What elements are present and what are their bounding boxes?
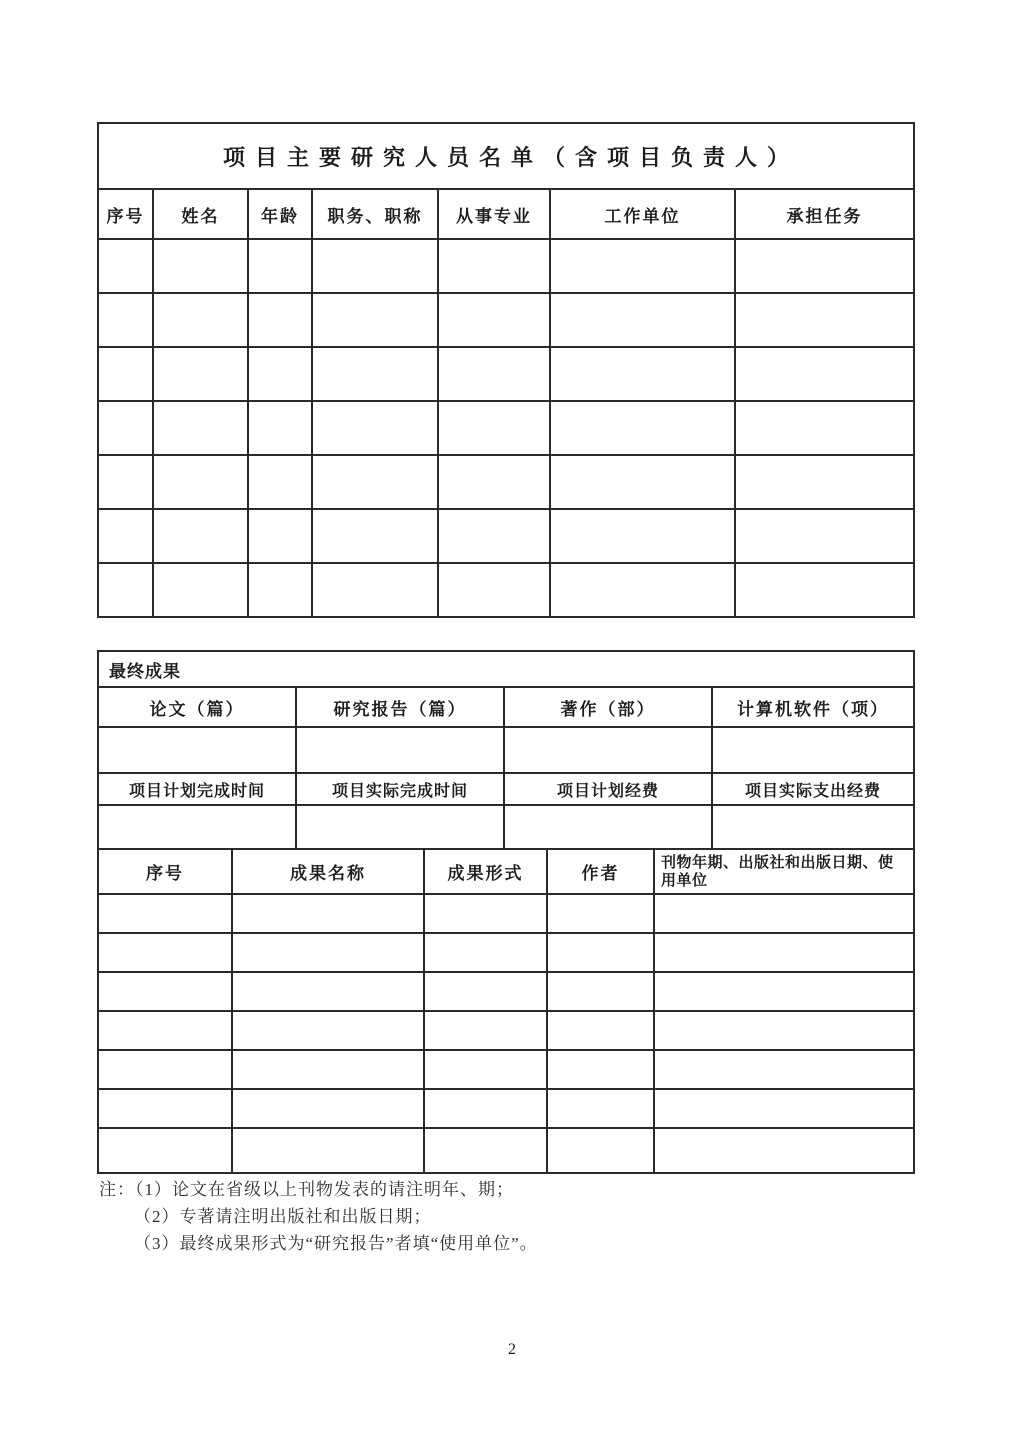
- empty-cell: [312, 347, 438, 401]
- empty-cell: [438, 455, 550, 509]
- empty-cell: [153, 509, 248, 563]
- empty-cell: [312, 509, 438, 563]
- empty-cell: [424, 894, 547, 933]
- empty-cell: [712, 805, 914, 849]
- note-label: 注：: [99, 1180, 135, 1199]
- empty-cell: [98, 239, 153, 293]
- empty-cell: [504, 727, 712, 773]
- empty-cell: [654, 1089, 914, 1128]
- empty-cell: [735, 293, 914, 347]
- column-header-reports: 研究报告（篇）: [296, 687, 504, 727]
- empty-cell: [424, 1128, 547, 1173]
- empty-cell: [438, 509, 550, 563]
- empty-cell: [296, 727, 504, 773]
- empty-cell: [550, 563, 735, 617]
- note-line: [99, 1176, 799, 1203]
- empty-cell: [424, 972, 547, 1011]
- empty-cell: [438, 401, 550, 455]
- final-results-table: [97, 650, 915, 1174]
- researchers-empty-row: [98, 293, 914, 347]
- empty-cell: [547, 933, 654, 972]
- empty-cell: [312, 239, 438, 293]
- empty-cell: [735, 509, 914, 563]
- empty-cell: [248, 401, 312, 455]
- empty-cell: [654, 933, 914, 972]
- empty-cell: [98, 293, 153, 347]
- researchers-header-row: [98, 189, 914, 239]
- results-empty-row: [98, 1011, 914, 1050]
- column-header-author: 作者: [547, 849, 654, 894]
- empty-cell: [232, 972, 424, 1011]
- empty-cell: [654, 894, 914, 933]
- note-text: （1）论文在省级以上刊物发表的请注明年、期；: [135, 1180, 514, 1199]
- results-plan-header-row: [98, 773, 914, 805]
- empty-cell: [504, 805, 712, 849]
- column-header-result-name: 成果名称: [232, 849, 424, 894]
- empty-cell: [98, 933, 232, 972]
- researchers-empty-row: [98, 347, 914, 401]
- empty-cell: [296, 805, 504, 849]
- results-type-empty-row: [98, 727, 914, 773]
- empty-cell: [98, 401, 153, 455]
- column-header-papers: 论文（篇）: [98, 687, 296, 727]
- empty-cell: [550, 509, 735, 563]
- column-header-software: 计算机软件（项）: [712, 687, 914, 727]
- empty-cell: [232, 1089, 424, 1128]
- results-empty-row: [98, 933, 914, 972]
- empty-cell: [98, 563, 153, 617]
- researchers-title-row: [98, 123, 914, 189]
- empty-cell: [232, 894, 424, 933]
- page-number: 2: [508, 1341, 516, 1358]
- empty-cell: [98, 894, 232, 933]
- empty-cell: [153, 455, 248, 509]
- researchers-empty-row: [98, 239, 914, 293]
- note-line: （3）最终成果形式为“研究报告”者填“使用单位”。: [134, 1234, 538, 1253]
- empty-cell: [547, 1089, 654, 1128]
- empty-cell: [232, 933, 424, 972]
- empty-cell: [98, 1050, 232, 1089]
- empty-cell: [424, 933, 547, 972]
- researchers-empty-row: [98, 455, 914, 509]
- results-empty-row: [98, 972, 914, 1011]
- results-empty-row: [98, 894, 914, 933]
- empty-cell: [153, 239, 248, 293]
- empty-cell: [248, 239, 312, 293]
- column-header-result-serial: 序号: [98, 849, 232, 894]
- empty-cell: [98, 1089, 232, 1128]
- empty-cell: [735, 401, 914, 455]
- empty-cell: [312, 563, 438, 617]
- empty-cell: [153, 293, 248, 347]
- empty-cell: [98, 509, 153, 563]
- empty-cell: [547, 1050, 654, 1089]
- empty-cell: [550, 347, 735, 401]
- empty-cell: [312, 401, 438, 455]
- researchers-empty-row: [98, 401, 914, 455]
- results-plan-empty-row: [98, 805, 914, 849]
- column-header-actual-expenditure: 项目实际支出经费: [712, 773, 914, 805]
- researchers-table-title: 项目主要研究人员名单（含项目负责人）: [98, 123, 914, 189]
- empty-cell: [654, 1050, 914, 1089]
- empty-cell: [712, 727, 914, 773]
- column-header-name: 姓名: [153, 189, 248, 239]
- empty-cell: [735, 239, 914, 293]
- empty-cell: [232, 1011, 424, 1050]
- results-empty-row: [98, 1050, 914, 1089]
- empty-cell: [248, 509, 312, 563]
- column-header-books: 著作（部）: [504, 687, 712, 727]
- empty-cell: [232, 1128, 424, 1173]
- empty-cell: [153, 347, 248, 401]
- results-section-label-row: [98, 651, 914, 687]
- column-header-result-form: 成果形式: [424, 849, 547, 894]
- empty-cell: [98, 972, 232, 1011]
- column-header-work-unit: 工作单位: [550, 189, 735, 239]
- empty-cell: [438, 239, 550, 293]
- empty-cell: [98, 347, 153, 401]
- empty-cell: [153, 401, 248, 455]
- empty-cell: [547, 972, 654, 1011]
- empty-cell: [248, 347, 312, 401]
- empty-cell: [98, 455, 153, 509]
- empty-cell: [232, 1050, 424, 1089]
- empty-cell: [735, 563, 914, 617]
- results-empty-row: [98, 1128, 914, 1173]
- empty-cell: [438, 347, 550, 401]
- notes: [99, 1176, 799, 1257]
- empty-cell: [550, 455, 735, 509]
- empty-cell: [654, 972, 914, 1011]
- column-header-age: 年龄: [248, 189, 312, 239]
- empty-cell: [98, 1128, 232, 1173]
- column-header-publication-info: 刊物年期、出版社和出版日期、使用单位: [654, 849, 914, 894]
- empty-cell: [438, 563, 550, 617]
- empty-cell: [248, 563, 312, 617]
- empty-cell: [424, 1011, 547, 1050]
- results-detail-header-row: [98, 849, 914, 894]
- researchers-empty-row: [98, 563, 914, 617]
- empty-cell: [98, 805, 296, 849]
- empty-cell: [550, 239, 735, 293]
- empty-cell: [654, 1011, 914, 1050]
- column-header-planned-completion: 项目计划完成时间: [98, 773, 296, 805]
- empty-cell: [312, 455, 438, 509]
- empty-cell: [248, 455, 312, 509]
- empty-cell: [312, 293, 438, 347]
- column-header-actual-completion: 项目实际完成时间: [296, 773, 504, 805]
- empty-cell: [735, 347, 914, 401]
- column-header-position-title: 职务、职称: [312, 189, 438, 239]
- results-section-label: 最终成果: [98, 651, 914, 687]
- researchers-empty-row: [98, 509, 914, 563]
- column-header-task: 承担任务: [735, 189, 914, 239]
- results-empty-row: [98, 1089, 914, 1128]
- empty-cell: [438, 293, 550, 347]
- note-line: （2）专著请注明出版社和出版日期；: [134, 1207, 432, 1226]
- empty-cell: [424, 1089, 547, 1128]
- empty-cell: [547, 894, 654, 933]
- column-header-profession: 从事专业: [438, 189, 550, 239]
- empty-cell: [547, 1011, 654, 1050]
- empty-cell: [735, 455, 914, 509]
- empty-cell: [424, 1050, 547, 1089]
- results-type-header-row: [98, 687, 914, 727]
- empty-cell: [654, 1128, 914, 1173]
- column-header-serial: 序号: [98, 189, 153, 239]
- column-header-planned-budget: 项目计划经费: [504, 773, 712, 805]
- empty-cell: [153, 563, 248, 617]
- researchers-table: [97, 122, 915, 618]
- empty-cell: [248, 293, 312, 347]
- empty-cell: [98, 1011, 232, 1050]
- empty-cell: [550, 293, 735, 347]
- empty-cell: [550, 401, 735, 455]
- empty-cell: [547, 1128, 654, 1173]
- empty-cell: [98, 727, 296, 773]
